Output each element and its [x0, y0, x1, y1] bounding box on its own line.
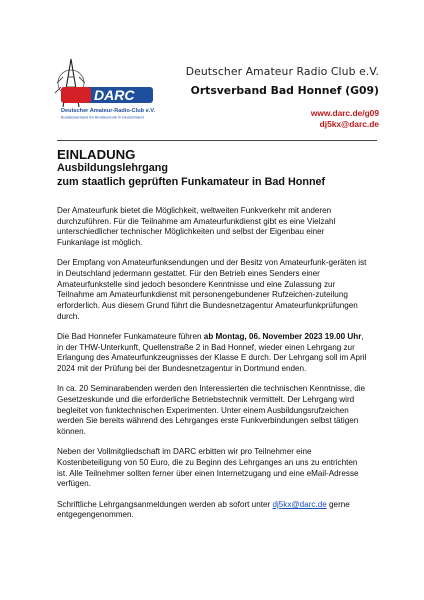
course-date: ab Montag, 06. November 2023 19.00 Uhr — [203, 332, 362, 342]
paragraph-license: Der Empfang von Amateurfunksendungen und der Besitz von Amateurfunk-geräten ist in Deutschland jedermann gestattet. Für den Betrieb eines Senders einer Amateurfunkstelle sind jedoch besondere Kenntnisse und eine Zulassung zur Teilnahme am Amateurfunkdienst mit personengebundener Rufzeichen-zuteilung erforderlich. Aus diesem Grund führt die Bundesnetzagentur Amateurfunkprüfungen durch. — [57, 258, 367, 321]
paragraph-intro: Der Amateurfunk bietet die Möglichkeit, weltweiten Funkverkehr mit anderen durchzuführen. Für die Teilnahme am Amateurfunkdienst gibt es eine Vielzahl unterschiedlicher technischer Möglichkeiten und selbst der Eigenbau einer Funkanlage ist möglich. — [57, 206, 336, 248]
website-link[interactable]: www.darc.de/g09 — [310, 108, 379, 118]
course-text-start: Die Bad Honnefer Funkamateure führen — [57, 332, 204, 342]
title-sub-1: Ausbildungslehrgang — [57, 162, 168, 174]
logo-line1: Deutscher Amateur-Radio-Club e.V. — [61, 108, 156, 114]
registration-text-start: Schriftliche Lehrgangsanmeldungen werden ab sofort unter — [57, 499, 273, 509]
darc-logo — [53, 57, 161, 123]
title-sub-2: zum staatlich geprüften Funkamateur in Bad Honnef — [57, 175, 326, 188]
header-divider — [57, 140, 377, 141]
registration-text-end: gerne entgegengenommen. — [57, 499, 350, 520]
course-text-end: , in der THW-Unterkunft, Quellenstraße 2 in Bad Honnef, wieder einen Lehrgang zur Erlangung des Amateurfunkzeugnisses der Klasse E durch. Der Lehrgang soll im April 2024 mit der Prüfung bei der Bundesnetzagentur in Dortmund enden. — [57, 332, 367, 374]
paragraph-seminars: In ca. 20 Seminarabenden werden den Interessierten die technischen Kenntnisse, die Gesetzeskunde und die erforderliche Betriebstechnik vermittelt. Der Lehrgang wird begleitet von funktechnischen Experimenten. Unter einem Ausbildungsrufzeichen werden Sie bereits während des Lehrganges erste Funkverbindungen selbst tätigen können. — [57, 384, 366, 437]
email-link[interactable]: dj5kx@darc.de — [319, 119, 379, 129]
logo-brand: DARC — [94, 87, 135, 103]
logo-line2: Bundesverband für Amateurfunk in Deutschland — [61, 114, 144, 120]
title-main: EINLADUNG — [57, 147, 136, 162]
registration-email-link[interactable]: dj5kx@darc.de — [272, 499, 327, 509]
paragraph-course — [57, 332, 369, 375]
invitation-title — [57, 147, 325, 189]
paragraph-costs: Neben der Vollmitgliedschaft im DARC erbitten wir pro Teilnehmer eine Kostenbeteiligung von 50 Euro, die zu Beginn des Lehrganges an uns zu entrichten ist. Alle Teilnehmer sollten ferner über einen Internetzugang und eine eMail-Adresse verfügen. — [57, 447, 359, 489]
letter-body — [57, 206, 369, 531]
org-header — [186, 64, 379, 98]
org-subtitle: Ortsverband Bad Honnef (G09) — [190, 84, 379, 97]
contact-links — [311, 108, 379, 130]
darc-logo-graphic — [53, 57, 161, 123]
darc-wordmark — [61, 87, 153, 103]
paragraph-registration — [57, 500, 369, 521]
org-name: Deutscher Amateur Radio Club e.V. — [185, 65, 379, 78]
